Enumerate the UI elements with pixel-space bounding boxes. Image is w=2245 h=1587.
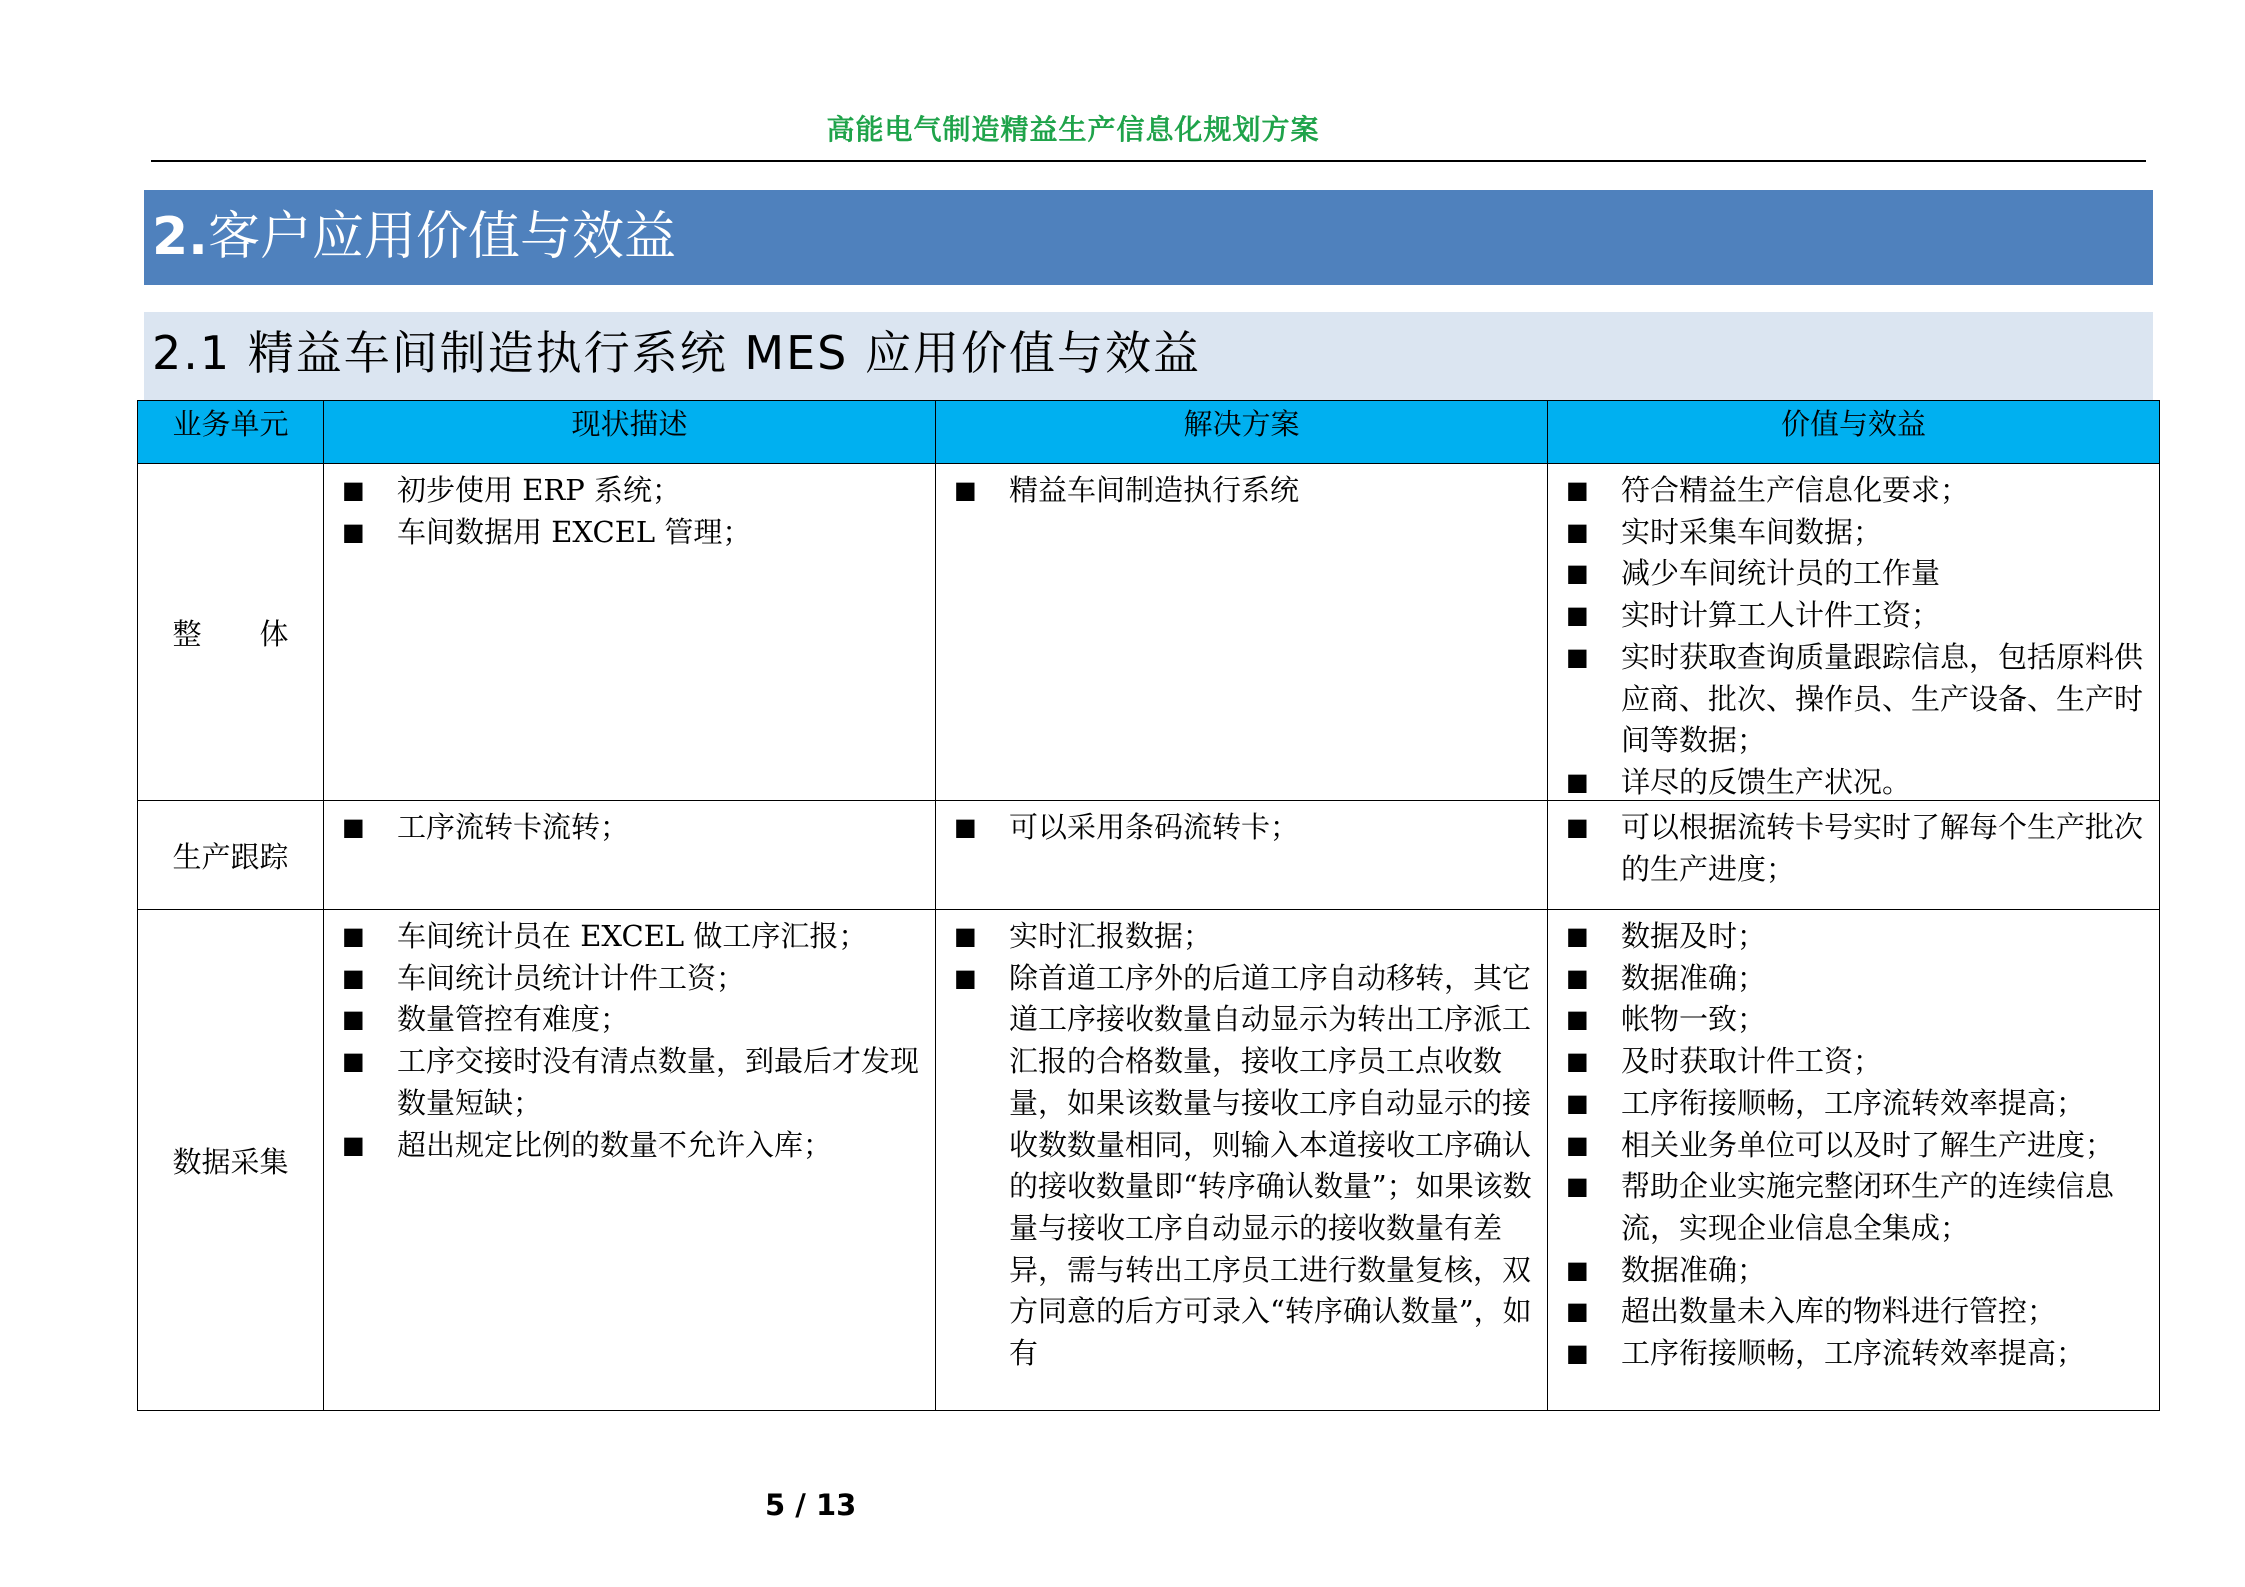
square-bullet-icon: ■ <box>1566 476 1589 504</box>
list-item-text: 超出数量未入库的物料进行管控； <box>1621 1294 2057 1329</box>
status-cell <box>324 801 936 910</box>
list-item-text: 数据准确； <box>1621 1252 1767 1287</box>
subsection-heading: 2.1 精益车间制造执行系统 MES 应用价值与效益 <box>144 312 2153 400</box>
list-item <box>1548 807 2159 890</box>
square-bullet-icon: ■ <box>1566 1047 1589 1076</box>
status-cell <box>324 910 936 1411</box>
cell-content <box>1548 464 2159 799</box>
list-item <box>324 1125 935 1167</box>
list-item-text: 相关业务单位可以及时了解生产进度； <box>1621 1127 2115 1162</box>
square-bullet-icon: ■ <box>1566 1005 1589 1034</box>
list-item <box>324 470 935 512</box>
list-item <box>1548 1083 2159 1125</box>
list-item <box>936 470 1547 512</box>
list-item-text: 车间统计员在 EXCEL 做工序汇报； <box>397 919 868 953</box>
square-bullet-icon: ■ <box>1566 559 1589 588</box>
column-header: 现状描述 <box>324 401 936 464</box>
list-item-text: 可以根据流转卡号实时了解每个生产批次的生产进度； <box>1621 810 2144 886</box>
square-bullet-icon: ■ <box>342 922 365 950</box>
list-item-text: 初步使用 ERP 系统； <box>397 473 681 507</box>
list-item <box>324 512 935 554</box>
list-item <box>1548 637 2159 762</box>
value-cell <box>1548 801 2160 910</box>
list-item <box>1548 1166 2159 1249</box>
square-bullet-icon: ■ <box>1566 1088 1589 1117</box>
list-item <box>324 807 935 849</box>
list-item-text: 符合精益生产信息化要求； <box>1621 473 1970 507</box>
square-bullet-icon: ■ <box>1566 1130 1589 1159</box>
list-item <box>1548 595 2159 637</box>
square-bullet-icon: ■ <box>342 1047 365 1076</box>
cell-content <box>324 801 935 908</box>
list-item <box>1548 553 2159 595</box>
cell-content <box>936 801 1547 908</box>
square-bullet-icon: ■ <box>342 517 365 546</box>
business-unit-cell: 生产跟踪 <box>138 801 324 910</box>
square-bullet-icon: ■ <box>342 1005 365 1034</box>
solution-cell <box>936 464 1548 801</box>
list-item-text: 实时汇报数据； <box>1009 919 1213 953</box>
list-item <box>1548 1041 2159 1083</box>
square-bullet-icon: ■ <box>342 1130 365 1159</box>
square-bullet-icon: ■ <box>954 476 977 504</box>
status-cell <box>324 464 936 801</box>
list-item-text: 数量管控有难度； <box>397 1002 630 1037</box>
square-bullet-icon: ■ <box>1566 642 1589 671</box>
section-heading <box>144 190 2153 285</box>
list-item-text: 工序衔接顺畅，工序流转效率提高； <box>1621 1336 2086 1371</box>
table-row <box>138 801 2160 910</box>
value-benefit-table <box>137 400 2160 1411</box>
running-header-title: 高能电气制造精益生产信息化规划方案 <box>826 113 1320 146</box>
list-item <box>1548 1250 2159 1292</box>
list-item-text: 数据准确； <box>1621 960 1767 995</box>
list-item-text: 详尽的反馈生产状况。 <box>1621 764 1912 799</box>
square-bullet-icon: ■ <box>1566 1255 1589 1284</box>
cell-content <box>1548 910 2159 1409</box>
square-bullet-icon: ■ <box>342 813 365 841</box>
square-bullet-icon: ■ <box>1566 1339 1589 1368</box>
list-item-text: 实时获取查询质量跟踪信息，包括原料供应商、批次、操作员、生产设备、生产时间等数据； <box>1621 639 2144 758</box>
list-item-text: 数据及时； <box>1621 919 1767 953</box>
list-item <box>324 958 935 1000</box>
list-item <box>324 999 935 1041</box>
business-unit-cell: 数据采集 <box>138 910 324 1411</box>
value-cell <box>1548 464 2160 801</box>
square-bullet-icon: ■ <box>954 922 977 950</box>
page-number: 5 / 13 <box>765 1488 857 1522</box>
section-title: 客户应用价值与效益 <box>207 207 676 267</box>
cell-content <box>324 910 935 1409</box>
list-item <box>1548 470 2159 512</box>
square-bullet-icon: ■ <box>1566 517 1589 546</box>
column-header: 价值与效益 <box>1548 401 2160 464</box>
table-row <box>138 910 2160 1411</box>
list-item <box>936 807 1547 849</box>
square-bullet-icon: ■ <box>342 963 365 992</box>
solution-cell <box>936 910 1548 1411</box>
list-item <box>1548 1333 2159 1375</box>
list-item-text: 车间统计员统计计件工资； <box>397 960 746 995</box>
list-item-text: 帐物一致； <box>1621 1002 1767 1037</box>
list-item <box>1548 958 2159 1000</box>
square-bullet-icon: ■ <box>1566 963 1589 992</box>
list-item-text: 可以采用条码流转卡； <box>1009 810 1300 844</box>
list-item-text: 精益车间制造执行系统 <box>1009 473 1300 507</box>
list-item <box>1548 512 2159 554</box>
list-item <box>324 1041 935 1124</box>
list-item <box>936 958 1547 1375</box>
header-rule <box>151 160 2146 162</box>
list-item <box>324 916 935 958</box>
square-bullet-icon: ■ <box>1566 922 1589 950</box>
list-item <box>1548 762 2159 799</box>
cell-content <box>936 464 1547 799</box>
list-item-text: 车间数据用 EXCEL 管理； <box>397 514 752 549</box>
list-item-text: 实时采集车间数据； <box>1621 514 1883 549</box>
square-bullet-icon: ■ <box>1566 813 1589 841</box>
square-bullet-icon: ■ <box>342 476 365 504</box>
section-number: 2. <box>152 207 208 267</box>
square-bullet-icon: ■ <box>1566 1172 1589 1201</box>
column-header: 解决方案 <box>936 401 1548 464</box>
list-item-text: 工序衔接顺畅，工序流转效率提高； <box>1621 1085 2086 1120</box>
list-item <box>1548 999 2159 1041</box>
square-bullet-icon: ■ <box>1566 767 1589 796</box>
list-item-text: 及时获取计件工资； <box>1621 1044 1883 1079</box>
table-header-row <box>138 401 2160 464</box>
cell-content <box>324 464 935 799</box>
list-item-text: 除首道工序外的后道工序自动移转，其它道工序接收数量自动显示为转出工序派工汇报的合格数量，接收工序员工点收数量，如果该数量与接收工序自动显示的接收数数量相同，则输入本道接收工序确认的接收数量即“转序确认数量”；如果该数量与接收工序自动显示的接收数量有差异，需与转出工序员工进行数量复核，双方同意的后方可录入“转序确认数量”，如有 <box>1009 960 1532 1371</box>
list-item <box>936 916 1547 958</box>
square-bullet-icon: ■ <box>1566 1297 1589 1326</box>
list-item-text: 工序流转卡流转； <box>397 810 630 844</box>
list-item <box>1548 1125 2159 1167</box>
value-cell <box>1548 910 2160 1411</box>
list-item <box>1548 1291 2159 1333</box>
list-item-text: 工序交接时没有清点数量，到最后才发现数量短缺； <box>397 1044 920 1120</box>
list-item-text: 超出规定比例的数量不允许入库； <box>397 1127 833 1162</box>
table-row <box>138 464 2160 801</box>
list-item-text: 实时计算工人计件工资； <box>1621 598 1941 633</box>
square-bullet-icon: ■ <box>1566 601 1589 630</box>
list-item-text: 减少车间统计员的工作量 <box>1621 556 1941 591</box>
list-item <box>1548 916 2159 958</box>
square-bullet-icon: ■ <box>954 963 977 992</box>
list-item-text: 帮助企业实施完整闭环生产的连续信息流，实现企业信息全集成； <box>1621 1169 2115 1245</box>
column-header: 业务单元 <box>138 401 324 464</box>
cell-content <box>1548 801 2159 908</box>
solution-cell <box>936 801 1548 910</box>
square-bullet-icon: ■ <box>954 813 977 841</box>
business-unit-cell: 整 体 <box>138 464 324 801</box>
cell-content <box>936 910 1547 1409</box>
